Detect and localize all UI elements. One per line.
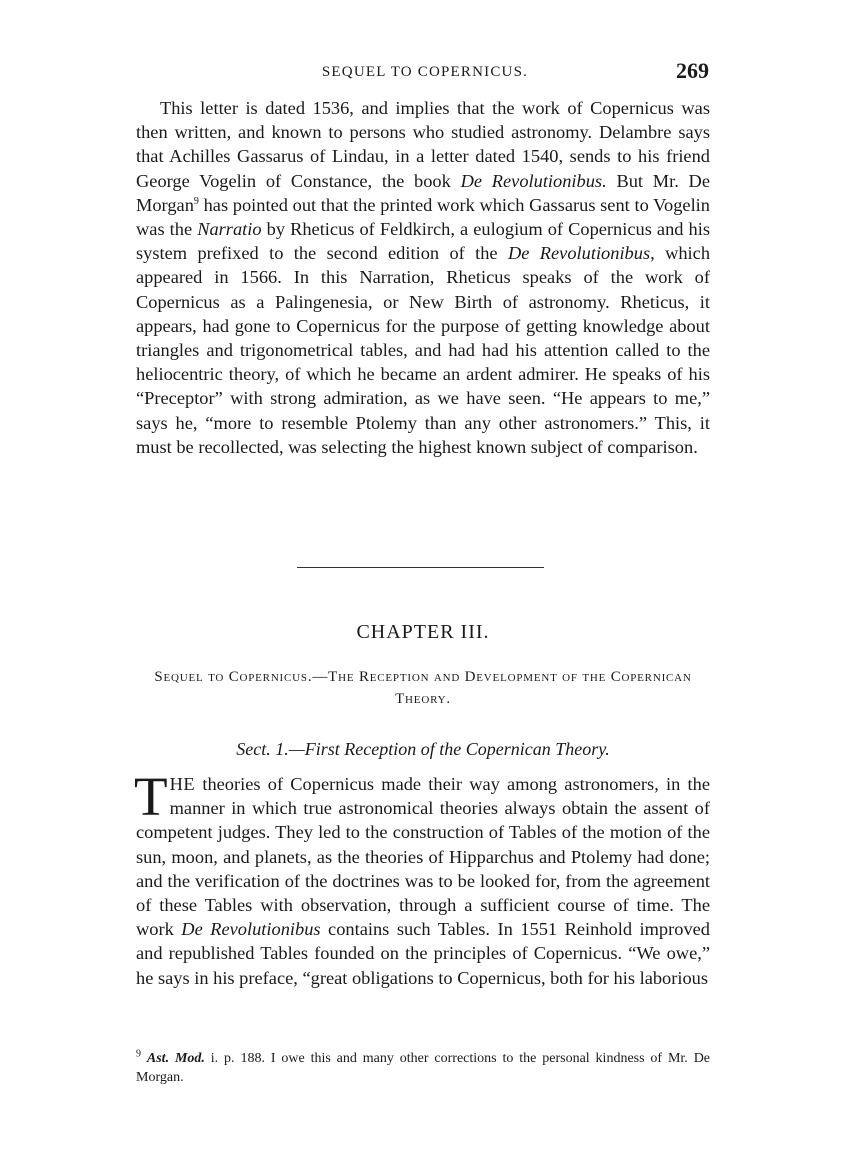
italic-title: Narratio bbox=[197, 219, 262, 240]
chapter-title: CHAPTER III. bbox=[356, 621, 490, 643]
footnote-mark: 9 bbox=[136, 1048, 141, 1060]
text-run: theories of Copernicus made their way among astronomers, in the manner in which true astronomical theories always obtain the assent of competent judges. They led to the construction of Tables of the motion of the sun, moon, and planets, as the theories of Hipparchus and Ptolemy had done; and the verification of the doctrines was to be looked for, from the agreement of these Tables with observation, through a sufficient course of time. The work bbox=[136, 774, 710, 940]
footnote bbox=[136, 1050, 710, 1087]
text-run: has pointed out that the printed work which Gassarus sent to Vogelin was the bbox=[136, 194, 710, 240]
chapter-subtitle: Sequel to Copernicus.—The Reception and Development of the Copernican Theory. bbox=[154, 669, 692, 707]
text-run: by Rheticus of Feldkirch, a eulogium of Copernicus and his system prefixed to the second edition of the bbox=[136, 219, 711, 264]
text-run: which appeared in 1566. In this Narration, Rheticus speaks of the work of Copernicus as a Palingenesia, or New Birth of astronomy. Rheticus, it appears, had gone to Copernicus for the purpose of getting knowledge about triangles and trigonometrical tables, and had had his attention called to the heliocentric theory, of which he became an ardent admirer. He speaks of his “Preceptor” with strong admiration, as we have seen. “He appears to me,” says he, “more to resemble Ptolemy than any other astronomers.” This, it must be recollected, was selecting the highest known subject of comparison. bbox=[136, 243, 711, 457]
text-run: contains such Tables. In 1551 Reinhold improved and republished Tables founded on the principles of Copernicus. “We owe,” he says in his preface, “great obligations to Copernicus, both for his laborious bbox=[136, 919, 710, 988]
first-word: HE bbox=[169, 774, 196, 794]
italic-title: De Revolutionibus. bbox=[460, 170, 607, 191]
footnote-reference: 9 bbox=[193, 195, 199, 207]
italic-title: De Revolutionibus, bbox=[507, 243, 655, 264]
text-run: This letter is dated 1536, and implies that the work of Copernicus was then written, and known to persons who studied astronomy. Delambre says that Achilles Gassarus of Lindau, in a letter dated 1540, sends to his friend George Vogelin of Constance, the book bbox=[136, 98, 710, 191]
section-heading: Sect. 1.—First Reception of the Copernican Theory. bbox=[236, 739, 610, 759]
paragraph bbox=[136, 96, 710, 459]
paragraph bbox=[134, 766, 710, 990]
paragraph-continuation bbox=[136, 96, 710, 459]
drop-cap: T bbox=[134, 766, 168, 827]
running-title: SEQUEL TO COPERNICUS. bbox=[321, 64, 529, 80]
running-head bbox=[135, 58, 715, 88]
text-run: But Mr. De Morgan bbox=[136, 170, 711, 215]
italic-title: De Revolutionibus bbox=[181, 919, 321, 940]
footnote-source: Ast. Mod. bbox=[146, 1051, 205, 1066]
chapter-opening-paragraph bbox=[134, 766, 710, 990]
footnote-text: i. p. 188. I owe this and many other corrections to the personal kindness of Mr. De Morgan. bbox=[136, 1051, 711, 1085]
section-divider-rule bbox=[297, 567, 544, 568]
page-number: 269 bbox=[676, 58, 709, 83]
